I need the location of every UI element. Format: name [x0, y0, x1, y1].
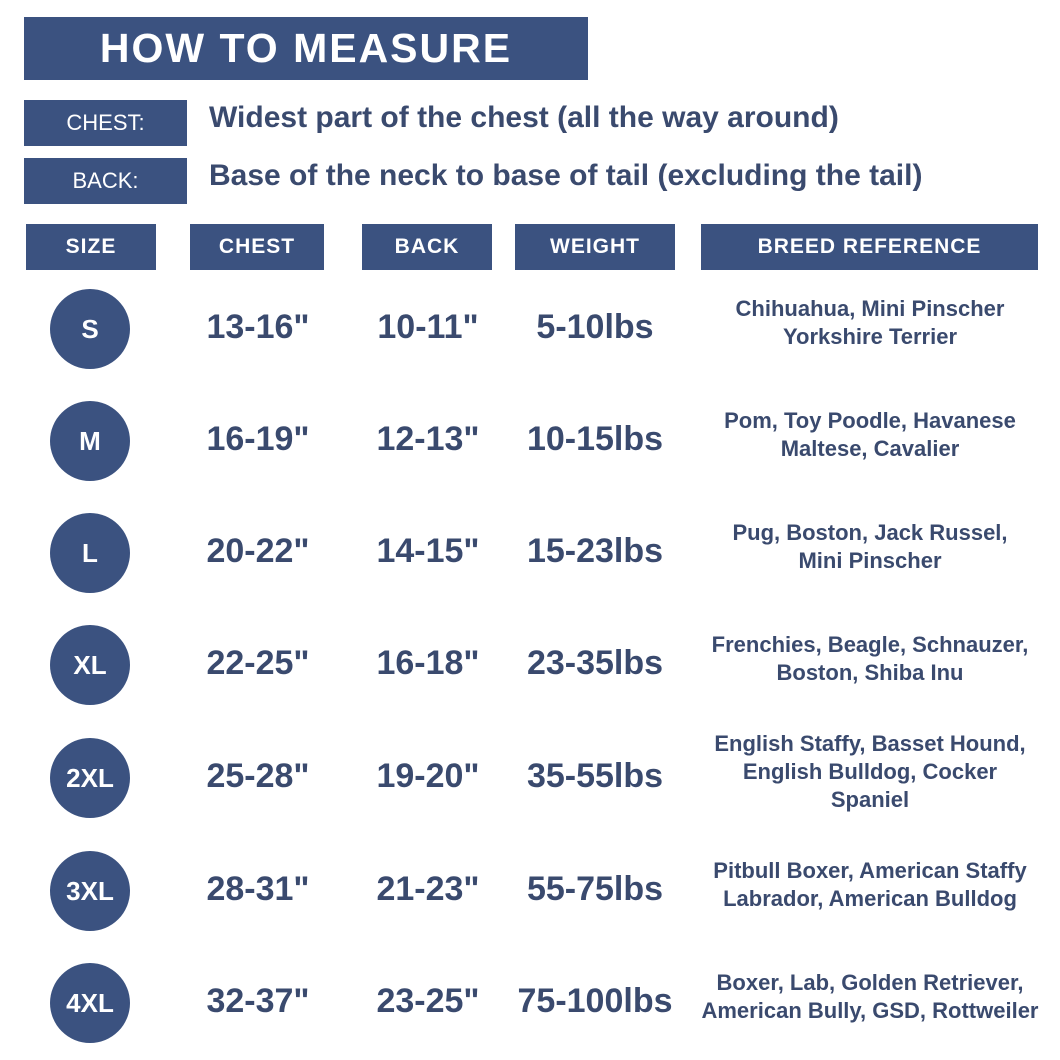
breed-line: Maltese, Cavalier — [780, 436, 960, 461]
chest-value: 32-37" — [206, 982, 310, 1020]
table-row — [0, 503, 1060, 603]
breed-line: English Bulldog, Cocker — [742, 759, 998, 784]
breed-reference — [700, 295, 1040, 351]
chest-label: CHEST: — [24, 100, 187, 146]
chest-value: 25-28" — [206, 757, 310, 795]
breed-reference — [700, 857, 1040, 913]
breed-reference — [700, 969, 1040, 1025]
back-value: 14-15" — [376, 532, 480, 570]
breed-line: Pom, Toy Poodle, Havanese — [724, 408, 1016, 433]
size-badge: M — [50, 401, 130, 481]
size-badge: XL — [50, 625, 130, 705]
weight-value: 55-75lbs — [526, 870, 664, 908]
breed-line: Labrador, American Bulldog — [723, 886, 1017, 911]
chest-value: 22-25" — [206, 644, 310, 682]
table-row — [0, 391, 1060, 491]
breed-reference — [700, 519, 1040, 575]
back-value: 21-23" — [376, 870, 480, 908]
breed-line: Pug, Boston, Jack Russel, — [732, 520, 1008, 545]
breed-line: Boston, Shiba Inu — [776, 660, 964, 685]
chest-value: 16-19" — [206, 420, 310, 458]
page-title: HOW TO MEASURE — [24, 17, 588, 80]
breed-reference — [700, 631, 1040, 687]
breed-line: Spaniel — [830, 787, 910, 812]
breed-line: Yorkshire Terrier — [782, 324, 958, 349]
size-badge: 2XL — [50, 738, 130, 818]
back-label: BACK: — [24, 158, 187, 204]
table-row — [0, 953, 1060, 1053]
breed-line: Frenchies, Beagle, Schnauzer, — [711, 632, 1029, 657]
table-row — [0, 615, 1060, 715]
weight-value: 23-35lbs — [526, 644, 664, 682]
breed-line: Pitbull Boxer, American Staffy — [713, 858, 1027, 883]
breed-reference — [700, 730, 1040, 814]
back-definition: Base of the neck to base of tail (excluding the tail) — [209, 159, 923, 192]
size-badge: S — [50, 289, 130, 369]
size-badge: 3XL — [50, 851, 130, 931]
weight-value: 35-55lbs — [526, 757, 664, 795]
column-header-chest: CHEST — [190, 224, 324, 270]
table-row — [0, 279, 1060, 379]
breed-line: American Bully, GSD, Rottweiler — [701, 998, 1039, 1023]
chest-value: 28-31" — [206, 870, 310, 908]
size-badge: L — [50, 513, 130, 593]
column-header-back: BACK — [362, 224, 492, 270]
weight-value: 5-10lbs — [536, 308, 654, 346]
column-header-size: SIZE — [26, 224, 156, 270]
table-row — [0, 728, 1060, 828]
back-value: 10-11" — [377, 308, 479, 346]
back-value: 12-13" — [376, 420, 480, 458]
weight-value: 10-15lbs — [526, 420, 664, 458]
back-value: 19-20" — [376, 757, 480, 795]
chest-value: 13-16" — [206, 308, 310, 346]
weight-value: 15-23lbs — [526, 532, 664, 570]
breed-line: Chihuahua, Mini Pinscher — [735, 296, 1005, 321]
chest-definition: Widest part of the chest (all the way around) — [209, 101, 839, 134]
breed-line: English Staffy, Basset Hound, — [714, 731, 1026, 756]
breed-line: Boxer, Lab, Golden Retriever, — [716, 970, 1024, 995]
breed-reference — [700, 407, 1040, 463]
breed-line: Mini Pinscher — [798, 548, 942, 573]
table-row — [0, 841, 1060, 941]
weight-value: 75-100lbs — [517, 982, 673, 1020]
back-value: 16-18" — [376, 644, 480, 682]
column-header-breed-reference: BREED REFERENCE — [701, 224, 1038, 270]
column-header-weight: WEIGHT — [515, 224, 675, 270]
back-value: 23-25" — [376, 982, 480, 1020]
chest-value: 20-22" — [206, 532, 310, 570]
size-badge: 4XL — [50, 963, 130, 1043]
